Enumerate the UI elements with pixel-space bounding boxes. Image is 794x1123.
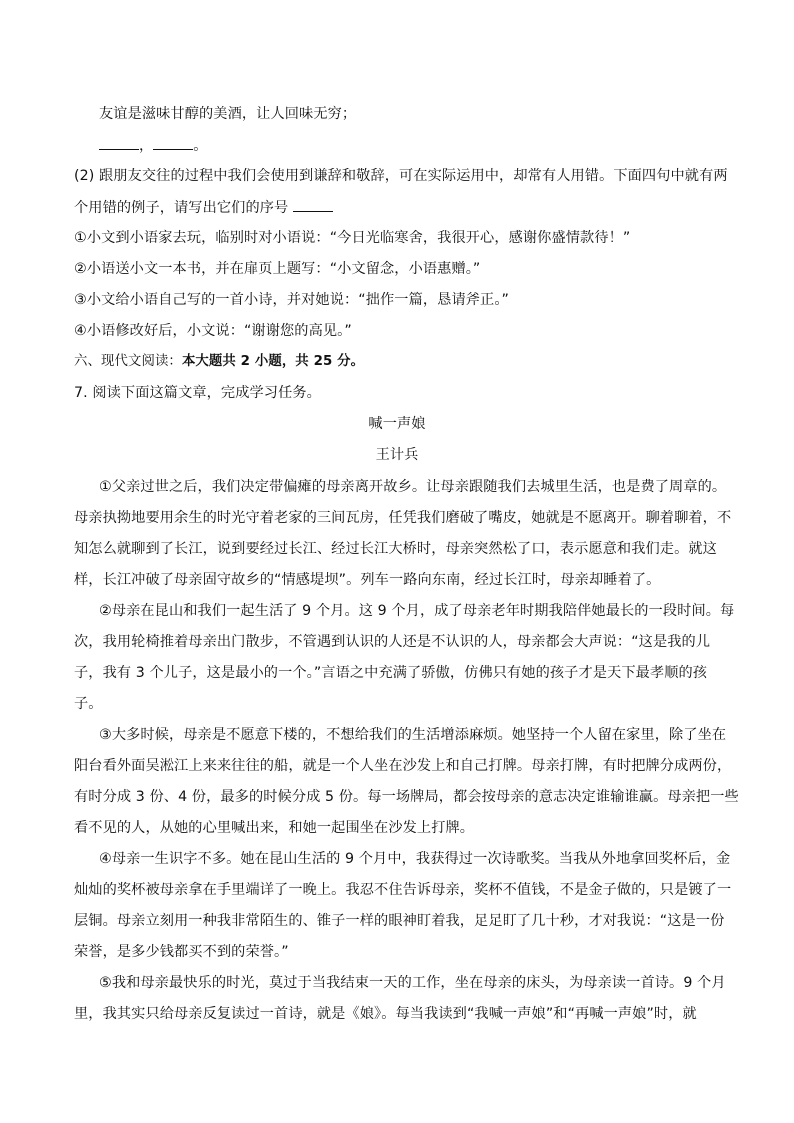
separator: 。 <box>193 138 208 154</box>
article-line: ②母亲在昆山和我们一起生活了 9 个月。这 9 个月，成了母亲老年时期我陪伴她最长的一段时间。每 <box>99 603 735 619</box>
answer-blank[interactable] <box>153 135 193 150</box>
article-author: 王计兵 <box>375 447 419 463</box>
text-line: 友谊是滋味甘醇的美酒，让人回味无穷； <box>99 106 357 122</box>
separator: ， <box>139 138 154 154</box>
article-line: ③大多时候，母亲是不愿意下楼的，不想给我们的生活增添麻烦。她坚持一个人留在家里，除了坐在 <box>99 727 727 743</box>
article-title: 喊一声娘 <box>368 416 426 432</box>
article-line: 看不见的人，从她的心里喊出来，和她一起围坐在沙发上打牌。 <box>74 820 475 836</box>
article-line: 次，我用轮椅推着母亲出门散步，不管遇到认识的人还是不认识的人，母亲都会大声说：“这是我的儿 <box>74 634 711 650</box>
option-line: ③小文给小语自己写的一首小诗，并对她说：“拙作一篇，恳请斧正。” <box>74 292 509 308</box>
section-info: 本大题共 2 小题，共 25 分。 <box>181 354 365 369</box>
question-text: 个用错的例子，请写出它们的序号 <box>74 200 289 216</box>
article-line: ①父亲过世之后，我们决定带偏瘫的母亲离开故乡。让母亲跟随我们去城里生活，也是费了周章的。 <box>99 479 727 495</box>
article-line: 样，长江冲破了母亲固守故乡的“情感堤坝”。列车一路向东南，经过长江时，母亲却睡着了。 <box>74 572 661 588</box>
article-line: 荣誉，是多少钱都买不到的荣誉。” <box>74 944 289 960</box>
answer-blanks-line <box>99 135 208 156</box>
article-line: 子，我有 3 个儿子，这是最小的一个。”言语之中充满了骄傲，仿佛只有她的孩子才是天下最孝顺的孩 <box>74 665 708 681</box>
text-line: (2) 跟朋友交往的过程中我们会使用到谦辞和敬辞，可在实际运用中，却常有人用错。下面四句中就有两 <box>74 168 728 184</box>
article-line: 母亲执拗地要用余生的时光守着老家的三间瓦房，任凭我们磨破了嘴皮，她就是不愿离开。聊着聊着，不 <box>74 510 732 526</box>
article-line: 灿灿的奖杯被母亲拿在手里端详了一晚上。我忍不住告诉母亲，奖杯不值钱，不是金子做的，只是镀了一 <box>74 882 732 898</box>
option-line: ①小文到小语家去玩，临别时对小语说：“今日光临寒舍，我很开心，感谢你盛情款待！” <box>74 230 631 246</box>
option-line: ④小语修改好后，小文说：“谢谢您的高见。” <box>74 323 352 339</box>
section-prefix: 六、现代文阅读： <box>74 354 182 369</box>
section-heading <box>74 352 364 372</box>
article-line: 里，我其实只给母亲反复读过一首诗，就是《娘》。每当我读到“我喊一声娘”和“再喊一声娘”时，就 <box>74 1006 697 1022</box>
question-prompt: 7. 阅读下面这篇文章，完成学习任务。 <box>74 385 321 401</box>
article-line: 知怎么就聊到了长江，说到要经过长江、经过长江大桥时，母亲突然松了口，表示愿意和我们走。就这 <box>74 541 717 557</box>
answer-blank[interactable] <box>293 197 333 212</box>
question-line-with-blank <box>74 197 333 218</box>
option-line: ②小语送小文一本书，并在扉页上题写：“小文留念，小语惠赠。” <box>74 261 481 277</box>
answer-blank[interactable] <box>99 135 139 150</box>
article-line: 阳台看外面吴淞江上来来往往的船，就是一个人坐在沙发上和自己打牌。母亲打牌，有时把牌分成两份， <box>74 758 732 774</box>
article-line: 层铜。母亲立刻用一种我非常陌生的、锥子一样的眼神盯着我，足足盯了几十秒，才对我说：“这是一份 <box>74 913 725 929</box>
article-line: 有时分成 3 份、4 份，最多的时候分成 5 份。每一场牌局，都会按母亲的意志决定谁输谁赢。母亲把一些 <box>74 789 739 805</box>
article-line: ⑤我和母亲最快乐的时光，莫过于当我结束一天的工作，坐在母亲的床头，为母亲读一首诗。9 个月 <box>99 975 726 991</box>
article-line: 子。 <box>74 696 103 712</box>
article-line: ④母亲一生识字不多。她在昆山生活的 9 个月中，我获得过一次诗歌奖。当我从外地拿回奖杯后，金 <box>99 851 731 867</box>
